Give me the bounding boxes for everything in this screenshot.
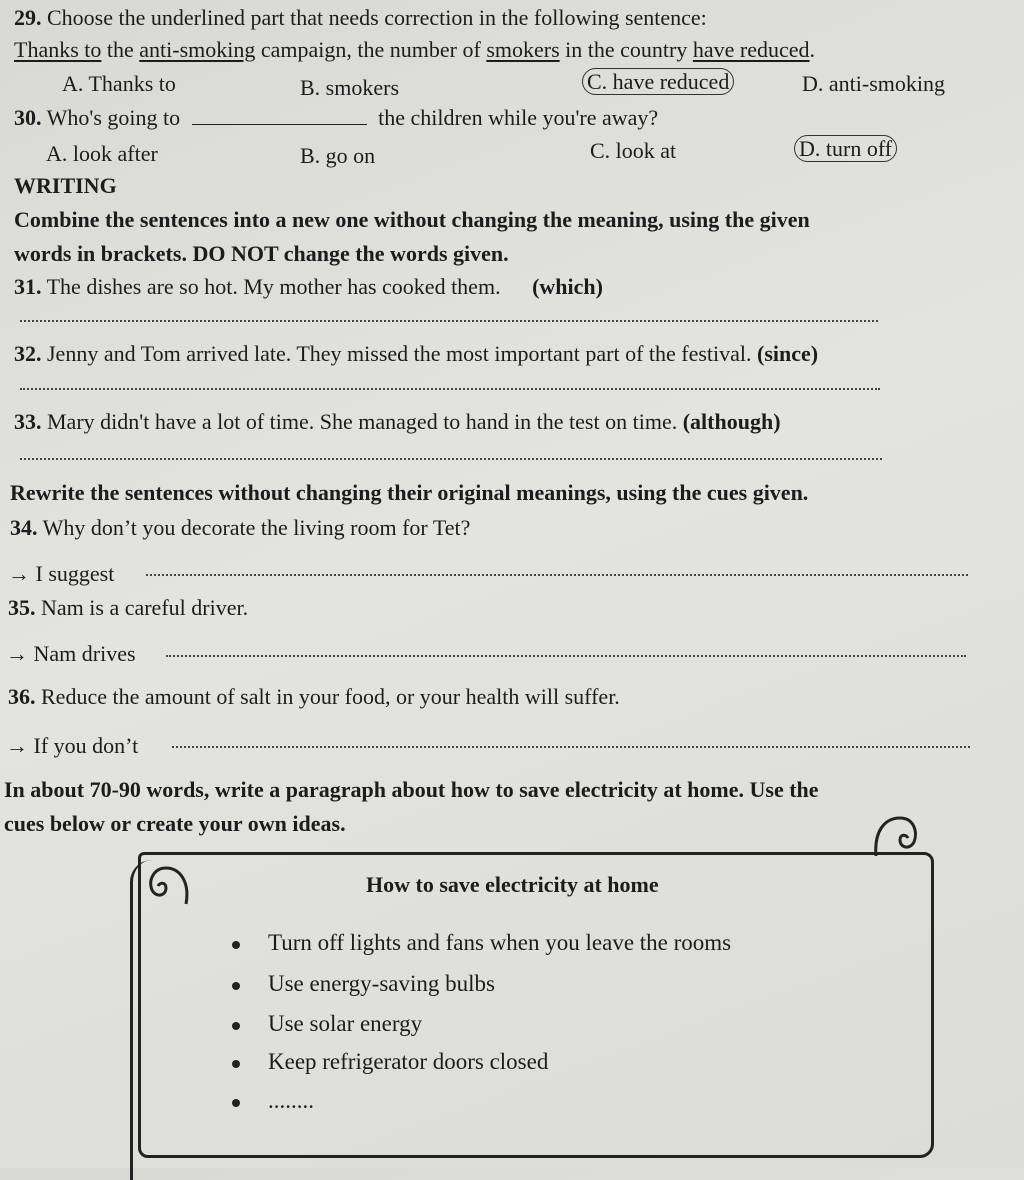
cue-text: Use energy-saving bulbs [268,971,495,996]
question-number: 35. [8,595,36,620]
cue-text: Turn off lights and fans when you leave the rooms [268,930,732,955]
sentence-text: . [809,37,816,62]
rewrite-instruction: Rewrite the sentences without changing their original meanings, using the cues given. [10,480,809,505]
question-35 [8,594,248,622]
sentence-text: the [101,37,140,62]
question-31 [14,273,603,301]
cue-word: (since) [757,341,819,366]
question-text: Mary didn't have a lot of time. She managed to hand in the test on time. [47,409,678,434]
cue-item [232,971,495,997]
scroll-curl-right-icon [870,812,922,860]
answer-line-32[interactable] [20,388,880,390]
option-a[interactable]: A. look after [46,141,158,166]
answer-line-33[interactable] [20,458,882,460]
question-text: Nam is a careful driver. [41,595,249,620]
bullet-icon [232,941,240,949]
question-29-prompt [14,4,707,32]
question-text: Reduce the amount of salt in your food, or your health will suffer. [41,684,620,709]
underlined-part-c: have reduced [692,37,810,62]
paragraph-instruction-line-1: In about 70-90 words, write a paragraph about how to save electricity at home. Use the [4,777,819,802]
cue-item [232,1011,422,1037]
question-number: 33. [14,409,42,434]
bullet-icon [232,982,240,990]
cue-text: ........ [268,1088,314,1113]
answer-line-36[interactable] [172,746,970,748]
option-b[interactable]: B. go on [300,143,376,168]
sentence-text: in the country [559,37,693,62]
bullet-icon [232,1022,240,1030]
cue-box-title: How to save electricity at home [366,872,659,897]
cue-word: (which) [532,274,603,299]
option-d[interactable]: D. anti-smoking [802,71,945,96]
section-heading-writing: WRITING [14,173,117,198]
question-number: 36. [8,684,36,709]
instruction-line-1: Combine the sentences into a new one without changing the meaning, using the given [14,207,810,232]
cue-text: Use solar energy [268,1011,423,1036]
question-number: 34. [10,515,38,540]
question-33 [14,408,781,436]
scroll-curl-decoration [130,860,183,1180]
answer-line-34[interactable] [146,574,968,576]
question-number: 29. [14,5,42,30]
answer-line-35[interactable] [166,655,966,657]
answer-blank[interactable] [192,106,367,125]
question-number: 32. [14,341,42,366]
option-c-circled[interactable] [588,68,734,96]
scroll-curl-left-icon [146,864,192,908]
question-30 [14,104,658,132]
cue-36: → If you don’t [6,733,139,758]
question-34 [10,514,470,542]
cue-item [232,930,731,956]
question-text: Choose the underlined part that needs correction in the following sentence: [47,5,707,30]
cue-35: → Nam drives [6,641,136,666]
underlined-part-d: anti-smoking [139,37,256,62]
question-text-before: Who's going to [46,105,181,130]
cue-item [232,1088,314,1114]
question-text: Jenny and Tom arrived late. They missed the most important part of the festival. [47,341,752,366]
question-29-sentence [14,36,815,64]
option-a[interactable]: A. Thanks to [62,71,176,96]
underlined-part-b: smokers [486,37,560,62]
cue-text: Keep refrigerator doors closed [268,1049,549,1074]
question-number: 31. [14,274,42,299]
instruction-line-2: words in brackets. DO NOT change the words given. [14,241,509,266]
option-b[interactable]: B. smokers [300,75,399,100]
cue-34: → I suggest [8,561,115,586]
question-text-after: the children while you're away? [378,105,659,130]
question-32 [14,340,818,368]
bullet-icon [232,1060,240,1068]
answer-line-31[interactable] [20,320,878,322]
bullet-icon [232,1099,240,1107]
cue-item [232,1049,548,1075]
question-number: 30. [14,105,42,130]
question-text: The dishes are so hot. My mother has cooked them. [46,274,501,299]
question-text: Why don’t you decorate the living room for Tet? [42,515,471,540]
option-d-circled[interactable] [800,135,897,163]
cue-word: (although) [682,409,781,434]
answer-circle: C. have reduced [582,68,734,95]
question-36 [8,683,620,711]
option-c[interactable]: C. look at [590,138,677,163]
answer-circle: D. turn off [794,135,897,162]
underlined-part-a: Thanks to [14,37,102,62]
paragraph-instruction-line-2: cues below or create your own ideas. [4,811,346,836]
sentence-text: campaign, the number of [255,37,487,62]
